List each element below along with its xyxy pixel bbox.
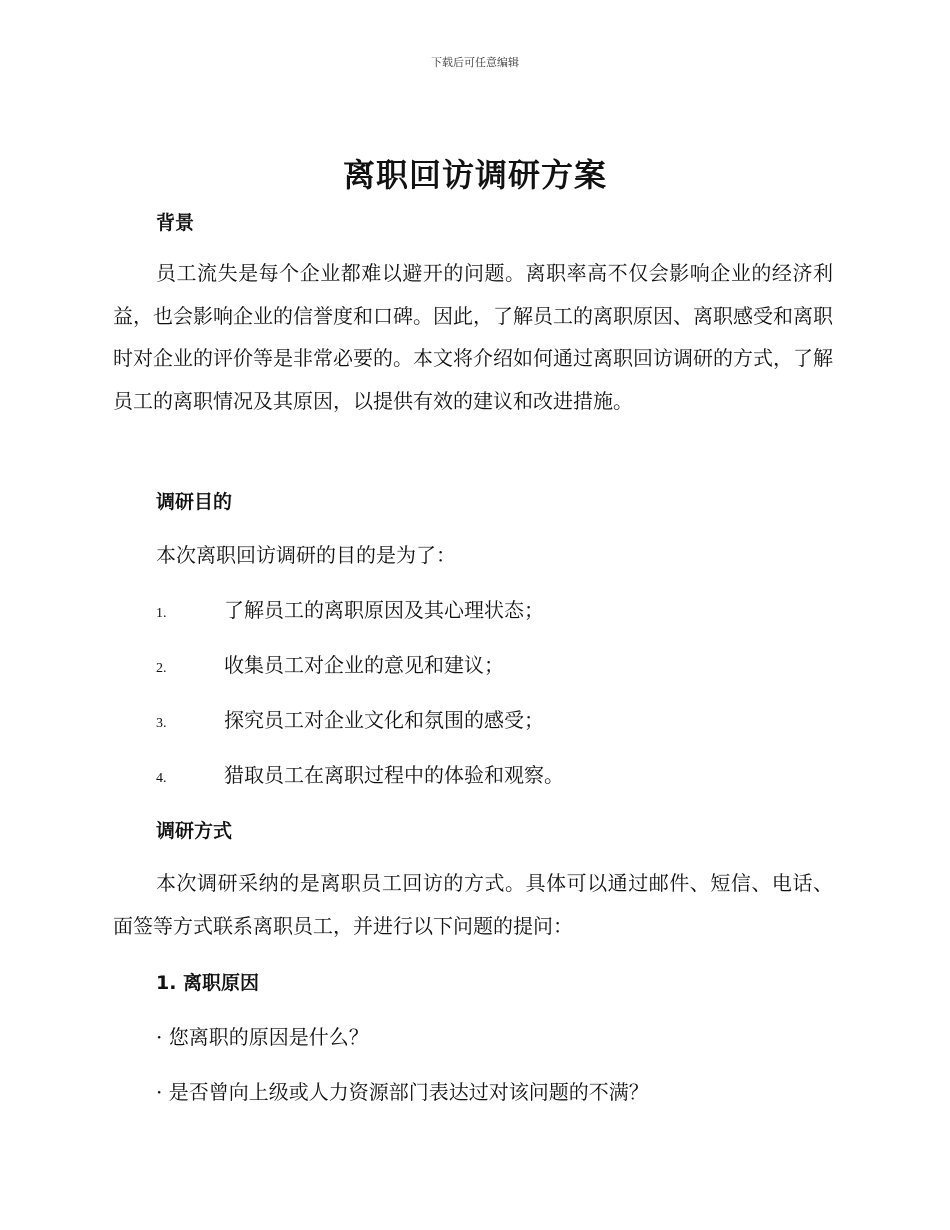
list-item-number: 2. [156, 661, 167, 676]
list-item-text: 收集员工对企业的意见和建议； [224, 653, 504, 677]
purpose-intro: 本次离职回访调研的目的是为了： [156, 543, 456, 567]
bullet-item: · 是否曾向上级或人力资源部门表达过对该问题的不满？ [156, 1080, 649, 1104]
list-item-number: 3. [156, 716, 167, 731]
section-heading-reason: 1. 离职原因 [156, 972, 260, 994]
list-item-text: 猎取员工在离职过程中的体验和观察。 [224, 763, 564, 787]
list-item-number: 1. [156, 606, 167, 621]
list-item-text: 了解员工的离职原因及其心理状态； [224, 598, 544, 622]
list-item [156, 704, 544, 733]
list-item [156, 649, 504, 678]
method-paragraph: 本次调研采纳的是离职员工回访的方式。具体可以通过邮件、短信、电话、面签等方式联系离职员工，并进行以下问题的提问： [113, 871, 833, 938]
section-heading-method: 调研方式 [156, 820, 233, 842]
list-item-number: 4. [156, 771, 167, 786]
document-title: 离职回访调研方案 [342, 156, 607, 194]
background-paragraph: 员工流失是每个企业都难以避开的问题。离职率高不仅会影响企业的经济利益，也会影响企业的信誉度和口碑。因此，了解员工的离职原因、离职感受和离职时对企业的评价等是非常必要的。本文将介绍如何通过离职回访调研的方式，了解员工的离职情况及其原因，以提供有效的建议和改进措施。 [113, 261, 833, 413]
list-item [156, 594, 544, 623]
list-item-text: 探究员工对企业文化和氛围的感受； [224, 708, 544, 732]
section-heading-purpose: 调研目的 [156, 491, 233, 513]
list-item [156, 759, 564, 788]
section-heading-background: 背景 [156, 212, 195, 234]
header-note: 下载后可任意编辑 [431, 56, 519, 69]
bullet-item: · 您离职的原因是什么？ [156, 1025, 369, 1049]
